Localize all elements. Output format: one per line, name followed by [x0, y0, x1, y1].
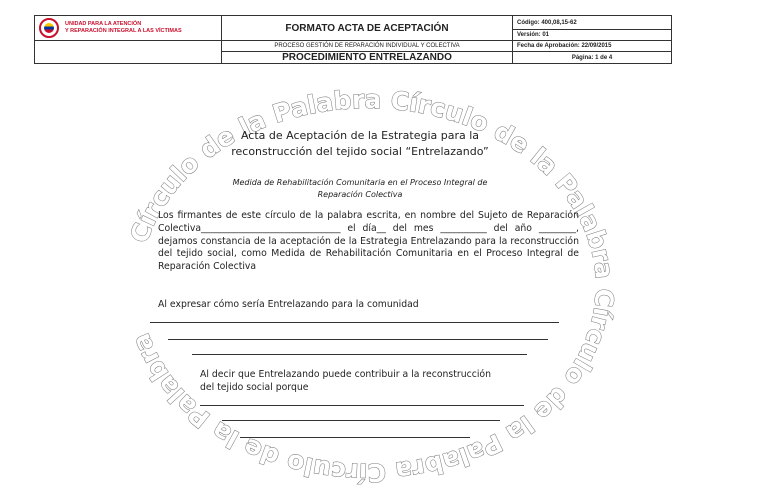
answer-line-3 — [192, 354, 527, 355]
answer-line-5 — [222, 420, 500, 421]
page-number: Página: 1 de 4 — [513, 52, 672, 64]
question-2 — [200, 368, 540, 394]
format-title: FORMATO ACTA DE ACEPTACIÓN — [222, 16, 513, 41]
ring-text-path: Círculo de la Palabra Círculo de la Palabra Círculo de la Palabra Círculo de la Palabra — [124, 84, 620, 488]
document-subtitle — [200, 177, 520, 201]
subtitle-line1: Medida de Rehabilitación Comunitaria en el Proceso Integral de — [232, 178, 488, 187]
answer-line-4 — [200, 405, 524, 406]
answer-line-2 — [168, 339, 548, 340]
question2-line2: del tejido social porque — [200, 382, 309, 393]
title-line1: Acta de Aceptación de la Estrategia para la — [240, 129, 480, 142]
org-name-line2: Y REPARACIÓN INTEGRAL A LAS VÍCTIMAS — [65, 28, 182, 34]
approval-date: Fecha de Aprobación: 22/09/2015 — [513, 41, 672, 52]
procedure-name: PROCEDIMIENTO ENTRELAZANDO — [222, 52, 513, 64]
question2-line1: Al decir que Entrelazando puede contribuir a la reconstrucción — [200, 369, 491, 380]
subtitle-line2: Reparación Colectiva — [317, 190, 403, 199]
title-line2: reconstrucción del tejido social “Entrelazando” — [231, 145, 489, 158]
doc-version: Versión: 01 — [513, 30, 672, 41]
org-name-line1: UNIDAD PARA LA ATENCIÓN — [65, 21, 142, 27]
answer-line-1 — [150, 322, 559, 323]
document-title — [210, 128, 510, 160]
doc-code: Código: 400,08,15-62 — [513, 16, 672, 30]
question-1: Al expresar cómo sería Entrelazando para la comunidad — [158, 299, 419, 310]
acceptance-paragraph: Los firmantes de este círculo de la palabra escrita, en nombre del Sujeto de Reparación Colectiva______________________________ el día__ del mes __________ del año ________, dejamos constancia de la aceptación de la Estrategia Entrelazando para la reconstrucción del tejido social, como Medida de Rehabilitación Comunitaria en el Proceso Integral de Reparación Colectiva — [158, 210, 579, 273]
process-name: PROCESO GESTIÓN DE REPARACIÓN INDIVIDUAL Y COLECTIVA — [222, 41, 513, 52]
answer-line-6 — [240, 437, 470, 438]
